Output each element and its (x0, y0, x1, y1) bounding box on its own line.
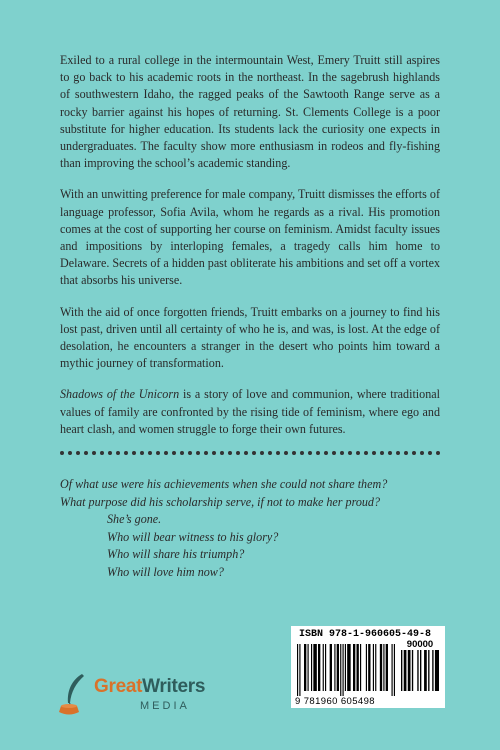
divider-dot (204, 451, 208, 455)
divider-dot (108, 451, 112, 455)
barcode-bar (428, 650, 429, 691)
back-cover-blurb (60, 52, 440, 438)
divider-dot (268, 451, 272, 455)
barcode-bar (401, 650, 402, 691)
divider-dot (148, 451, 152, 455)
barcode-bar (340, 644, 341, 696)
barcode-bar (432, 650, 433, 691)
divider-dot (140, 451, 144, 455)
divider-dot (436, 451, 440, 455)
blurb-paragraph-2: With an unwitting preference for male company, Truitt dismisses the efforts of language professor, Sofia Avila, whom he regards as a rival. His promotion comes at the cost of supporting her course on feminism. Amidst faculty issues and impositions by interloping females, a tragedy calls him home to Delaware. Secrets of a hidden past obliterate his ambitions and set off a vortex that absorbs his universe. (60, 187, 440, 288)
divider-dot (324, 451, 328, 455)
barcode-bar (435, 650, 439, 691)
barcode-bar (313, 644, 317, 691)
epigraph-poem (60, 476, 460, 582)
barcode-bar (337, 644, 339, 691)
poem-line-1: Of what use were his achievements when she could not share them? (60, 477, 388, 491)
barcode-bar (311, 644, 312, 691)
divider-dot (244, 451, 248, 455)
ean-number: 9 781960 605498 (295, 696, 375, 707)
divider-dot (284, 451, 288, 455)
divider-dot (236, 451, 240, 455)
divider-dot (172, 451, 176, 455)
barcode-bar (375, 644, 376, 691)
dotted-divider (60, 450, 440, 456)
barcode-bar (357, 644, 359, 691)
divider-dot (380, 451, 384, 455)
divider-dot (116, 451, 120, 455)
isbn-barcode (291, 626, 445, 708)
divider-dot (292, 451, 296, 455)
barcode-bar (408, 650, 411, 691)
divider-dot (404, 451, 408, 455)
publisher-logo (58, 670, 258, 720)
barcode-bar (323, 644, 324, 691)
divider-dot (388, 451, 392, 455)
divider-dot (132, 451, 136, 455)
barcode-bar (394, 644, 395, 696)
publisher-name: GreatWriters (94, 676, 206, 697)
barcode-bar (330, 644, 332, 691)
divider-dot (188, 451, 192, 455)
barcode-bar (368, 644, 370, 691)
divider-dot (252, 451, 256, 455)
divider-dot (68, 451, 72, 455)
divider-dot (220, 451, 224, 455)
book-title: Shadows of the Unicorn (60, 387, 180, 402)
barcode-bar (318, 644, 320, 691)
blurb-paragraph-3: With the aid of once forgotten friends, Truitt embarks on a journey to find his lost past, driven until all certainty of who he is, and was, is lost. At the edge of desolation, he encounters a stranger in the desert who points him toward a mythic journey of transformation. (60, 304, 440, 371)
divider-dot (428, 451, 432, 455)
barcode-bar (417, 650, 418, 691)
divider-dot (180, 451, 184, 455)
divider-dot (228, 451, 232, 455)
divider-dot (300, 451, 304, 455)
addon-barcode-bars (401, 650, 439, 696)
barcode-bar (392, 644, 393, 696)
publisher-subname: MEDIA (140, 700, 190, 712)
divider-dot (348, 451, 352, 455)
blurb-paragraph-4-text: is a story of love and communion, where traditional values of family are confronted by the rising tide of feminism, where ego and heart clash, and women struggle to forge their own futures. (60, 387, 440, 436)
divider-dot (76, 451, 80, 455)
poem-indented-line-4: Who will love him now? (107, 564, 224, 579)
divider-dot (420, 451, 424, 455)
divider-dot (276, 451, 280, 455)
divider-dot (156, 451, 160, 455)
divider-dot (124, 451, 128, 455)
divider-dot (340, 451, 344, 455)
barcode-bar (380, 644, 382, 691)
divider-dot (316, 451, 320, 455)
barcode-bar (297, 644, 298, 696)
blurb-paragraph-1: Exiled to a rural college in the intermountain West, Emery Truitt still aspires to go back to his academic roots in the northeast. In the sagebrush highlands of southwestern Idaho, the ragged peaks of the Sawtooth Range serve as a rocky barrier against his hopes of returning. St. Clements College is a poor substitute for higher education. Its students lack the curiosity one expects in undergraduates. The faculty show more enthusiasm in rodeos and fly-fishing than improving the school’s academic standing. (60, 53, 440, 171)
blurb-paragraph-4 (60, 386, 440, 438)
divider-dot (260, 451, 264, 455)
poem-line-2: What purpose did his scholarship serve, if not to make her proud? (60, 494, 381, 509)
barcode-bar (345, 644, 346, 691)
barcode-bar (424, 650, 427, 691)
divider-dot (332, 451, 336, 455)
divider-dot (412, 451, 416, 455)
barcode-bar (360, 644, 361, 691)
poem-indented-line-1: She’s gone. (107, 512, 162, 527)
divider-dot (196, 451, 200, 455)
barcode-bar (353, 644, 355, 691)
barcode-bar (299, 644, 300, 696)
barcode-bar (386, 644, 388, 691)
divider-dot (92, 451, 96, 455)
divider-dot (212, 451, 216, 455)
poem-indented-line-3: Who will share his triumph? (107, 547, 245, 562)
divider-dot (308, 451, 312, 455)
price-addon-number: 90000 (406, 639, 434, 650)
isbn-label: ISBN 978-1-960605-49-8 (299, 629, 432, 640)
barcode-bar (325, 644, 326, 691)
barcode-bar (304, 644, 306, 691)
barcode-bar (420, 650, 421, 691)
divider-dot (372, 451, 376, 455)
divider-dot (356, 451, 360, 455)
barcode-bar (366, 644, 367, 691)
quill-inkwell-icon (58, 672, 92, 716)
barcode-bar (373, 644, 374, 691)
poem-indented-line-2: Who will bear witness to his glory? (107, 529, 279, 544)
divider-dot (100, 451, 104, 455)
divider-dot (364, 451, 368, 455)
divider-dot (84, 451, 88, 455)
divider-dot (164, 451, 168, 455)
barcode-bar (343, 644, 344, 696)
barcode-bar (347, 644, 351, 691)
barcode-bar (404, 650, 407, 691)
barcode-bar (334, 644, 335, 691)
divider-dot (396, 451, 400, 455)
ean-barcode-bars (297, 644, 395, 696)
barcode-bar (412, 650, 413, 691)
barcode-bar (383, 644, 384, 691)
divider-dot (60, 451, 64, 455)
barcode-bar (308, 644, 309, 691)
